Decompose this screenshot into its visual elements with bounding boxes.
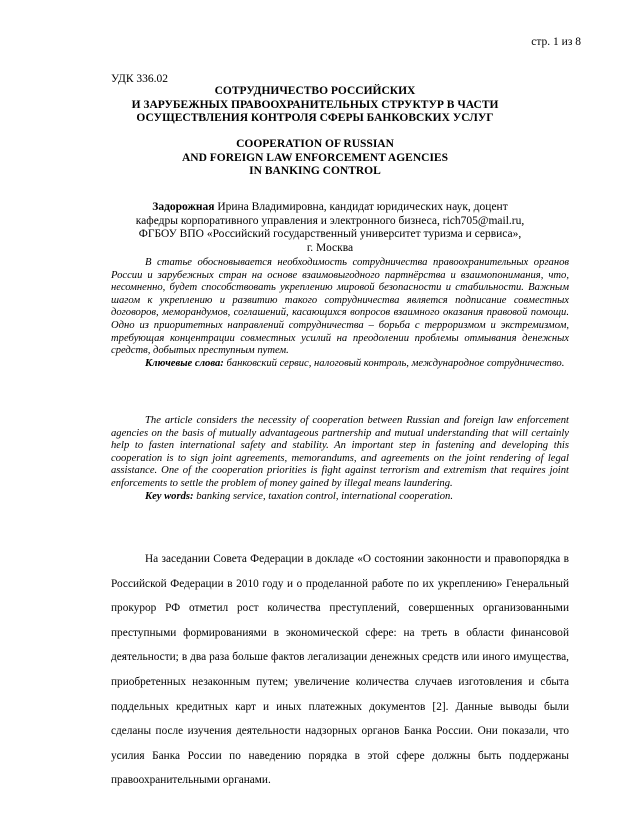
title-ru-line: СОТРУДНИЧЕСТВО РОССИЙСКИХ: [214, 85, 416, 97]
abstract-en-text: The article considers the necessity of cooperation between Russian and foreign law enforcement agencies on the basis of mutually advantageous partnership and mutual understanding that will certainly help to fasten international safety and stability. An important step in fastening and developing this cooperation is to sign joint agreements, memorandums, and agreements on the joint rendering of legal assistance. One of the cooperation priorities is fight against terrorism and extremism that requires joint enforcements to settle the problem of money gained by illegal means laundering.: [111, 415, 569, 489]
keywords-ru-label: Ключевые слова:: [145, 357, 224, 369]
page-number: стр. 1 из 8: [531, 36, 581, 48]
keywords-en-list: banking service, taxation control, international cooperation.: [193, 490, 453, 502]
body-text: [111, 547, 569, 793]
keywords-ru-list: банковский сервис, налоговый контроль, международное сотрудничество.: [223, 357, 565, 369]
abstract-english: [111, 415, 569, 503]
author-line-1: [100, 201, 560, 215]
keywords-en-label: Key words:: [145, 490, 194, 502]
author-name-degree: Ирина Владимировна, кандидат юридических наук, доцент: [214, 201, 508, 213]
author-info: [100, 201, 560, 255]
abstract-ru-text: В статье обосновывается необходимость сотрудничества правоохранительных органов России и зарубежных стран на основе взаимовыгодного партнёрства и взаимопонимания, что, несомненно, будет способствовать укреплению мировой безопасности и стабильности. Важным шагом к укреплению и развитию такого сотрудничества является подписание совместных договоров, меморандумов, соглашений, касающихся вопросов взаимного оказания правовой помощи. Одно из приоритетных направлений сотрудничества – борьба с терроризмом и экстремизмом, требующая концентрации совместных усилий на преодолении проблемы отмывания денежных средств, добытых преступным путем.: [111, 257, 569, 357]
author-affiliation: кафедры корпоративного управления и электронного бизнеса, rich705@mail.ru,: [135, 214, 525, 227]
title-english: [100, 138, 530, 179]
body-paragraph: На заседании Совета Федерации в докладе «О состоянии законности и правопорядка в Российской Федерации в 2010 году и о проделанной работе по их укреплению» Генеральный прокурор РФ отметил рост количества преступлений, совершенных организованными преступными формированиями в экономической сфере: на треть в области финансовой деятельности; в два раза больше фактов легализации денежных средств или иного имущества, приобретенных незаконным путем; увеличение количества случаев изготовления и сбыта поддельных кредитных карт и иных платежных документов [2]. Данные выводы были сделаны после изучения деятельности надзорных органов Банка России. Они показали, что усилия Банка России по наведению порядка в этой сфере должны быть поддержаны правоохранительными органами.: [111, 553, 569, 787]
udk-code: УДК 336.02: [111, 73, 168, 85]
title-en-line: IN BANKING CONTROL: [249, 165, 381, 177]
title-ru-line: И ЗАРУБЕЖНЫХ ПРАВООХРАНИТЕЛЬНЫХ СТРУКТУР В ЧАСТИ: [131, 98, 499, 111]
abstract-russian: [111, 257, 569, 370]
keywords-english: [111, 491, 569, 504]
title-en-line: AND FOREIGN LAW ENFORCEMENT AGENCIES: [181, 151, 449, 164]
author-university: ФГБОУ ВПО «Российский государственный университет туризма и сервиса»,: [138, 228, 522, 240]
keywords-russian: [111, 358, 569, 371]
title-ru-line: ОСУЩЕСТВЛЕНИЯ КОНТРОЛЯ СФЕРЫ БАНКОВСКИХ УСЛУГ: [136, 112, 494, 124]
author-surname: Задорожная: [152, 201, 215, 213]
title-russian: [100, 85, 530, 126]
author-city: г. Москва: [306, 241, 354, 254]
title-en-line: COOPERATION OF RUSSIAN: [236, 138, 394, 150]
